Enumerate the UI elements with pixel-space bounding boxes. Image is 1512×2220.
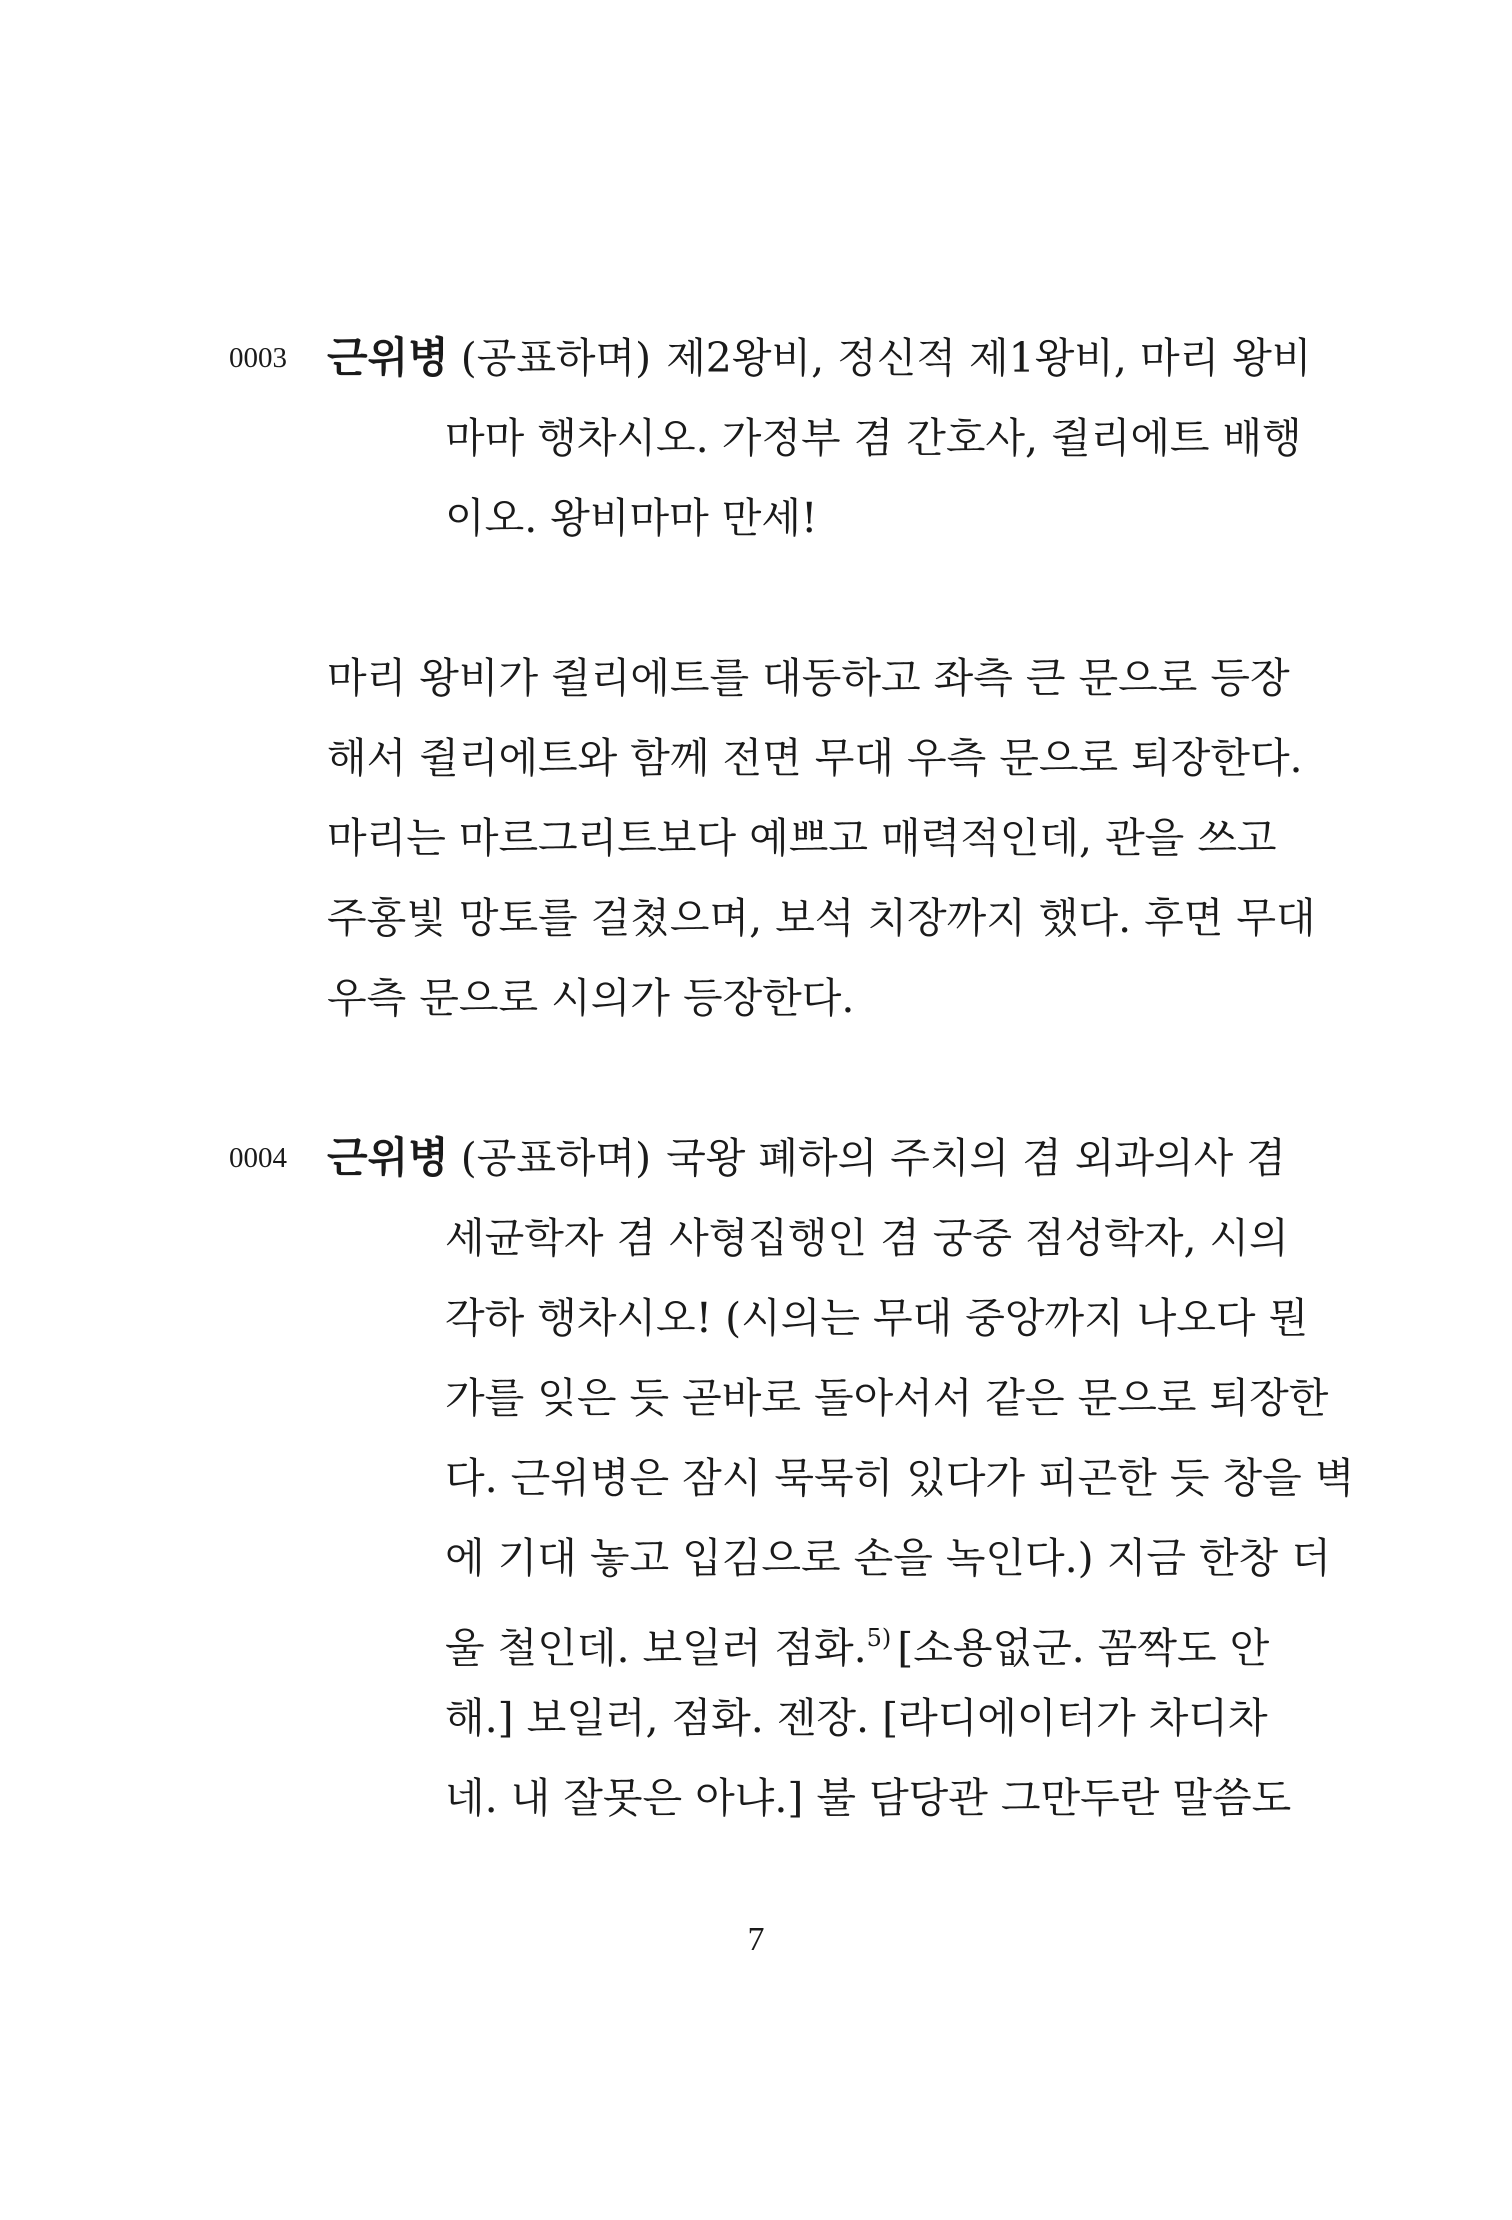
stage-direction-line: 우측 문으로 시의가 등장한다. bbox=[327, 974, 855, 1022]
dialogue-line: 각하 행차시오! (시의는 무대 중앙까지 나오다 뭔 bbox=[445, 1294, 1309, 1342]
footnote-marker[interactable]: 5) bbox=[866, 1624, 892, 1652]
dialogue-first-line bbox=[327, 1128, 1286, 1188]
line-number: 0004 bbox=[229, 1142, 287, 1174]
dialogue-text: 제2왕비, 정신적 제1왕비, 마리 왕비 bbox=[666, 334, 1312, 382]
stage-direction-line: 마리는 마르그리트보다 예쁘고 매력적인데, 관을 쓰고 bbox=[327, 814, 1277, 862]
dialogue-line: 마마 행차시오. 가정부 겸 간호사, 쥘리에트 배행 bbox=[445, 414, 1302, 462]
dialogue-text: 울 철인데. 보일러 점화. bbox=[445, 1624, 867, 1672]
dialogue-line: 네. 내 잘못은 아냐.] 불 담당관 그만두란 말씀도 bbox=[445, 1774, 1292, 1822]
dialogue-first-line bbox=[327, 328, 1311, 388]
dialogue-line: 세균학자 겸 사형집행인 겸 궁중 점성학자, 시의 bbox=[445, 1214, 1289, 1262]
stage-direction-line: 해서 쥘리에트와 함께 전면 무대 우측 문으로 퇴장한다. bbox=[327, 734, 1303, 782]
dialogue-line: 에 기대 놓고 입김으로 손을 녹인다.) 지금 한창 더 bbox=[445, 1534, 1331, 1582]
dialogue-text: [소용없군. 꼼짝도 안 bbox=[897, 1624, 1270, 1672]
dialogue-line: 다. 근위병은 잠시 묵묵히 있다가 피곤한 듯 창을 벽 bbox=[445, 1454, 1355, 1502]
dialogue-line: 가를 잊은 듯 곧바로 돌아서서 같은 문으로 퇴장한 bbox=[445, 1374, 1329, 1422]
dialogue-line: 해.] 보일러, 점화. 젠장. [라디에이터가 차디차 bbox=[445, 1694, 1268, 1742]
stage-direction-line: 마리 왕비가 쥘리에트를 대동하고 좌측 큰 문으로 등장 bbox=[327, 654, 1290, 702]
parenthetical-direction: (공표하며) bbox=[460, 1134, 652, 1182]
line-number: 0003 bbox=[229, 342, 287, 374]
page-number: 7 bbox=[747, 1921, 765, 1958]
stage-direction-line: 주홍빛 망토를 걸쳤으며, 보석 치장까지 했다. 후면 무대 bbox=[327, 894, 1316, 942]
dialogue-text: 국왕 폐하의 주치의 겸 외과의사 겸 bbox=[666, 1134, 1286, 1182]
speaker-name: 근위병 bbox=[327, 333, 449, 382]
speaker-name: 근위병 bbox=[327, 1133, 449, 1182]
parenthetical-direction: (공표하며) bbox=[460, 334, 652, 382]
dialogue-line-with-footnote bbox=[445, 1608, 1270, 1672]
dialogue-line: 이오. 왕비마마 만세! bbox=[445, 494, 818, 542]
